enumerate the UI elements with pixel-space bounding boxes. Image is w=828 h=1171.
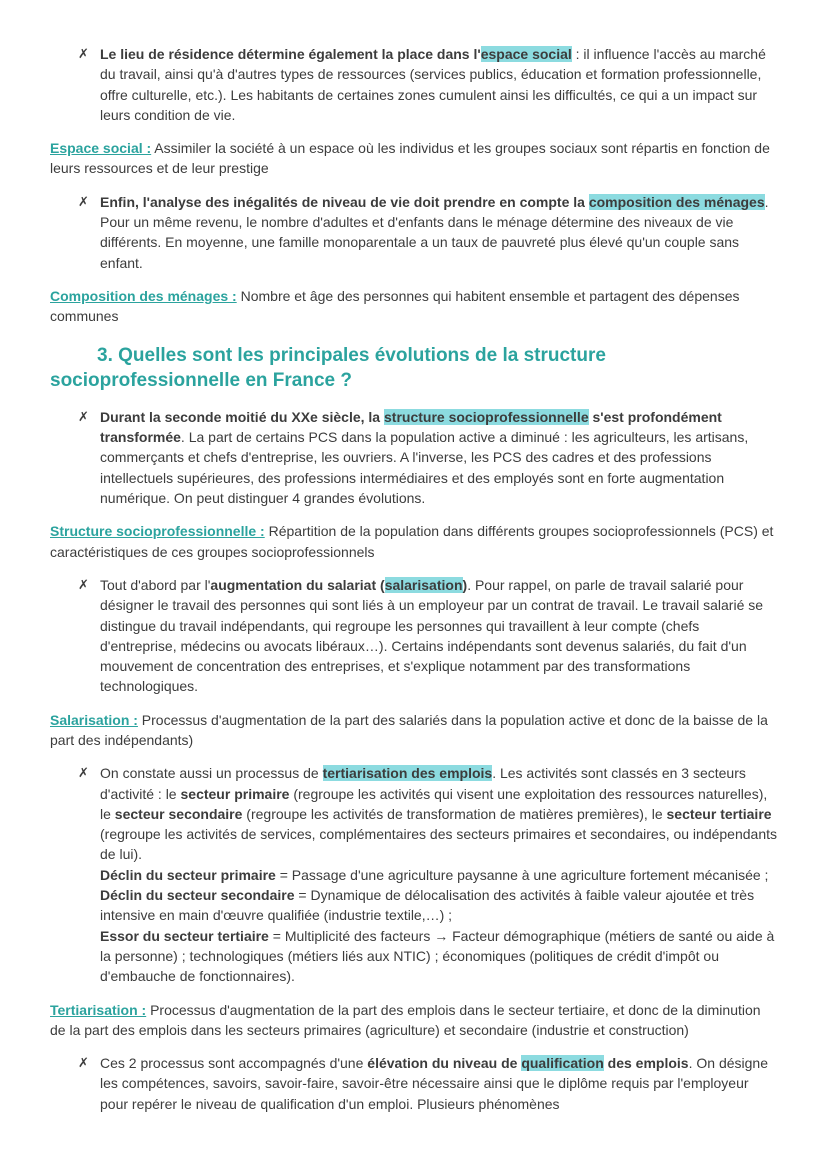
highlighted-term: structure socioprofessionnelle: [384, 408, 589, 425]
bullet-text: [100, 407, 778, 508]
definition-text: Processus d'augmentation de la part des emplois dans le secteur tertiaire, et donc de la diminution de la part des emplois dans les secteurs primaires (agriculture) et secondaire (industrie et construction): [50, 1001, 761, 1038]
text-run: = Dynamique de délocalisation des activités à faible valeur ajoutée et très intensive en main d'œuvre qualifiée (industrie textile,…) ;: [100, 887, 755, 924]
text-run: Déclin du secteur secondaire: [100, 887, 295, 904]
text-run: . Les activités sont classés en 3 secteurs d'activité : le: [100, 765, 746, 802]
definition-text: Nombre et âge des personnes qui habitent ensemble et partagent des dépenses communes: [50, 287, 740, 325]
text-run: (regroupe les activités qui visent une exploitation des ressources naturelles), le: [100, 785, 768, 822]
bullet-text: [100, 1053, 778, 1114]
text-run: Tout d'abord par l': [100, 576, 211, 593]
text-run: = Passage d'une agriculture paysanne à une agriculture fortement mécanisée ;: [275, 866, 769, 883]
highlighted-term: qualification: [521, 1055, 604, 1072]
bullet-tertiarisation: [78, 763, 778, 986]
highlighted-term: espace social: [480, 46, 572, 62]
text-run: Le lieu de résidence détermine également la place dans l': [100, 46, 481, 62]
text-run: Ces 2 processus sont accompagnés d'une: [100, 1055, 368, 1072]
highlighted-term: salarisation: [384, 576, 463, 593]
definition-term: Composition des ménages :: [50, 287, 237, 304]
text-run: augmentation du salariat: [210, 576, 377, 593]
bullet-espace-social: [78, 44, 778, 125]
definition-text: Processus d'augmentation de la part des salariés dans la population active et donc de la baisse de la part des indépendants): [50, 711, 768, 748]
text-run: (regroupe les activités de services, complémentaires des secteurs primaires et secondaires, ou indépendants de lui).: [100, 826, 778, 863]
definition-term: Structure socioprofessionnelle :: [50, 523, 265, 540]
bullet-structure-socioprofessionnelle: [78, 407, 778, 508]
text-run: ): [462, 576, 468, 593]
text-run: des emplois: [603, 1055, 689, 1072]
text-run: secteur tertiaire: [666, 805, 772, 822]
bullet-text: [100, 192, 778, 273]
text-run: élévation du niveau de: [367, 1055, 522, 1072]
ballot-x-icon: ✗: [78, 576, 89, 592]
definition-structure-socioprofessionnelle: [50, 521, 778, 562]
text-run: Durant la seconde moitié du XXe siècle, la: [100, 408, 384, 425]
ballot-x-icon: ✗: [78, 1055, 89, 1071]
text-run: On constate aussi un processus de: [100, 765, 323, 782]
highlighted-term: tertiarisation des emplois: [322, 765, 493, 782]
ballot-x-icon: ✗: [78, 408, 89, 424]
definition-tertiarisation: [50, 1000, 778, 1041]
definition-salarisation: [50, 710, 778, 751]
definition-espace-social: [50, 138, 778, 179]
bullet-qualification: [78, 1053, 778, 1114]
bullet-composition-menages: [78, 192, 778, 273]
text-run: . On désigne les compétences, savoirs, savoir-faire, savoir-être nécessaire ainsi que le diplôme requis par l'employeur pour repérer le niveau de qualification d'un emploi. Plusieurs phénomènes: [100, 1055, 768, 1112]
text-run: secteur primaire: [180, 785, 290, 802]
definition-term: Espace social :: [50, 140, 152, 157]
heading-section-3: 3. Quelles sont les principales évolutions de la structure socioprofessionnelle en France ?: [50, 344, 606, 392]
definition-term: Tertiarisation :: [50, 1001, 147, 1018]
ballot-x-icon: ✗: [78, 193, 89, 209]
text-run: Essor du secteur tertiaire: [100, 927, 269, 944]
bullet-text: [100, 44, 778, 125]
bullet-salarisation: [78, 575, 778, 697]
definition-text: Assimiler la société à un espace où les individus et les groupes sociaux sont répartis en fonction de leurs ressources et de leur prestige: [50, 140, 770, 177]
bullet-text: [100, 575, 778, 697]
text-run: = Multiplicité des facteurs → Facteur démographique (métiers de santé ou aide à la personne) ; technologiques (métiers liés aux NTIC) ; économiques (politiques de crédit d'impôt ou d'embauche de fonctionnaires).: [100, 927, 775, 985]
definition-text: Répartition de la population dans différents groupes socioprofessionnels (PCS) et caractéristiques de ces groupes socioprofessionnels: [50, 523, 774, 560]
text-run: s'est profondément transformée: [100, 408, 722, 446]
definition-composition-menages: [50, 286, 778, 327]
ballot-x-icon: ✗: [78, 46, 89, 61]
text-run: (regroupe les activités de transformation de matières premières), le: [242, 805, 667, 822]
ballot-x-icon: ✗: [78, 765, 89, 781]
text-run: secteur secondaire: [114, 805, 243, 822]
text-run: Déclin du secteur primaire: [100, 866, 276, 883]
text-run: Enfin, l'analyse des inégalités de niveau de vie doit prendre en compte la: [100, 193, 589, 210]
highlighted-term: composition des ménages: [588, 193, 765, 210]
text-run: (: [376, 576, 385, 593]
text-run: . Pour rappel, on parle de travail salarié pour désigner le travail des personnes qui sont liés à un employeur par un contrat de travail. Le travail salarié se distingue du travail indépendants, qui regroupe les personnes qui travaillent à leur compte (chefs d'entreprise, médecins ou avocats libéraux…). Certains indépendants sont devenus salariés, du fait d'un mouvement de concentration des entreprises, et s'explique notamment par des transformations technologiques.: [100, 576, 764, 695]
definition-term: Salarisation :: [50, 711, 138, 728]
text-run: : il influence l'accès au marché du travail, ainsi qu'à d'autres types de ressources (services publics, éducation et formation professionnelle, offre culturelle, etc.). Les habitants de certaines zones cumulent ainsi les difficultés, ce qui a un impact sur leurs condition de vie.: [100, 46, 766, 123]
bullet-text: [100, 763, 778, 986]
text-run: . La part de certains PCS dans la population active a diminué : les agriculteurs, les artisans, commerçants et chefs d'entreprise, les ouvriers. A l'inverse, les PCS des cadres et des professions intellectuels supérieures, des professions intermédiaires et des employés sont en forte augmentation numérique. On peut distinguer 4 grandes évolutions.: [100, 429, 749, 507]
text-run: . Pour un même revenu, le nombre d'adultes et d'enfants dans le ménage détermine des niveaux de vie différents. En moyenne, une famille monoparentale a un taux de pauvreté plus élevé qu'un couple sans enfant.: [100, 193, 769, 271]
